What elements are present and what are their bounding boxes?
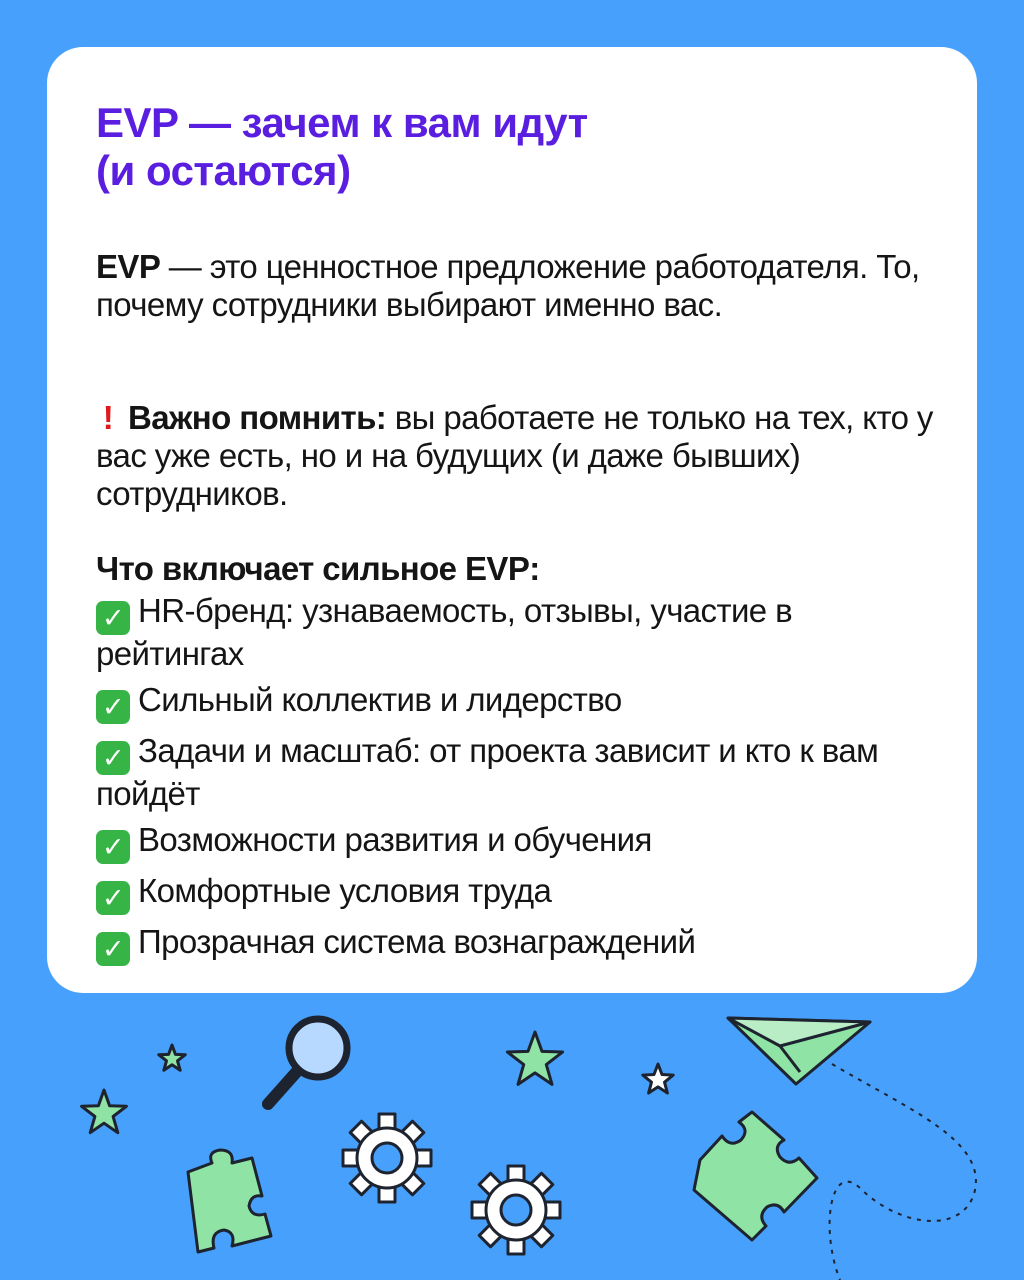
magnifier-icon — [289, 1019, 347, 1077]
check-mark-icon: ✓ — [96, 932, 130, 966]
list-item-text: HR-бренд: узнаваемость, отзывы, участие в рейтингах — [96, 592, 793, 672]
list-item-text: Возможности развития и обучения — [138, 821, 652, 858]
list-heading: Что включает сильное EVP: — [96, 550, 540, 587]
star-icon — [82, 1090, 127, 1133]
check-mark-icon: ✓ — [96, 601, 130, 635]
important-label: Важно помнить: — [128, 399, 387, 436]
important-text: вы работаете не только на тех, кто у вас уже есть, но и на будущих (и даже бывших) сотрудников. — [96, 399, 933, 512]
exclamation-icon: ! — [102, 399, 114, 436]
star-icon — [159, 1045, 186, 1070]
check-mark-icon: ✓ — [96, 881, 130, 915]
list-item-text: Комфортные условия труда — [138, 872, 552, 909]
evp-term: EVP — [96, 248, 161, 285]
gear-icon — [343, 1114, 431, 1202]
star-icon — [643, 1064, 673, 1093]
check-mark-icon: ✓ — [96, 830, 130, 864]
magnifier-handle — [268, 1068, 300, 1104]
evp-definition-text: — это ценностное предложение работодателя. То, почему сотрудники выбирают именно вас. — [96, 248, 920, 323]
puzzle-piece-icon — [188, 1150, 271, 1252]
list-item-text: Задачи и масштаб: от проекта зависит и кто к вам пойдёт — [96, 732, 879, 812]
star-icon — [507, 1032, 562, 1084]
gear-icon — [472, 1166, 560, 1254]
check-mark-icon: ✓ — [96, 690, 130, 724]
title-line-1: EVP — зачем к вам идут — [96, 99, 588, 146]
check-mark-icon: ✓ — [96, 741, 130, 775]
flight-path — [830, 1064, 976, 1280]
title-line-2: (и остаются) — [96, 147, 351, 194]
list-item-text: Сильный коллектив и лидерство — [138, 681, 622, 718]
list-item-text: Прозрачная система вознаграждений — [138, 923, 696, 960]
puzzle-piece-icon — [694, 1112, 817, 1240]
